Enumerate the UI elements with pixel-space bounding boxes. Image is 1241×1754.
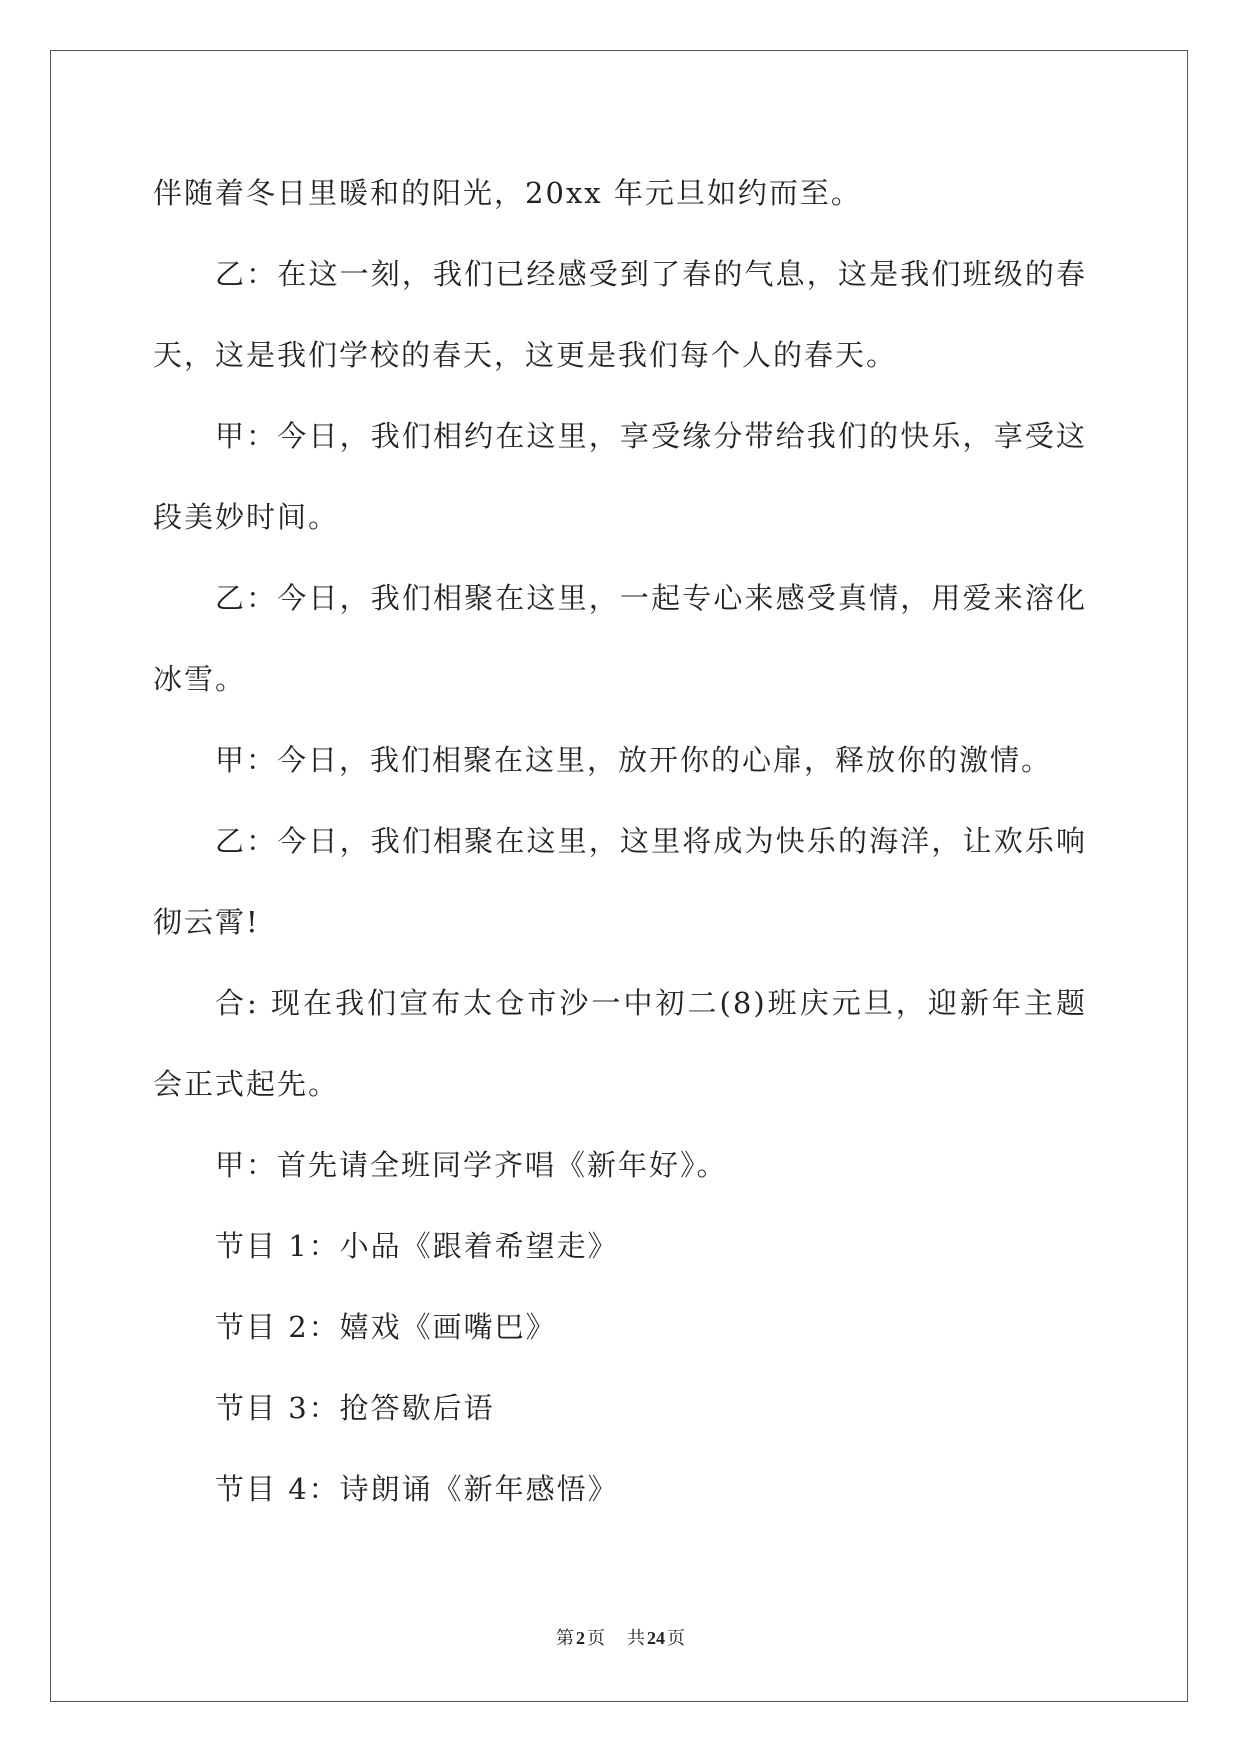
page-footer [0, 1624, 1241, 1652]
paragraph [153, 234, 1087, 396]
program-item [153, 1206, 1087, 1287]
text-line: 合: 现在我们宣布太仓市沙一中初二(8)班庆元旦，迎新年主题 [215, 986, 1087, 1020]
total-suffix: 页 [667, 1628, 685, 1649]
page-prefix: 第 [556, 1628, 574, 1649]
program-item [153, 1368, 1087, 1449]
paragraph [153, 396, 1087, 558]
text-line: 节目 3：抢答歇后语 [215, 1391, 495, 1425]
program-item [153, 1449, 1087, 1530]
text-line: 甲：今日，我们相约在这里，享受缘分带给我们的快乐，享受这 [215, 419, 1087, 453]
program-item [153, 1287, 1087, 1368]
total-pages-number: 24 [647, 1628, 665, 1648]
text-line: 乙：今日，我们相聚在这里，这里将成为快乐的海洋，让欢乐响 [215, 824, 1087, 858]
total-prefix: 共 [627, 1628, 645, 1649]
text-line: 甲：今日，我们相聚在这里，放开你的心扉，释放你的激情。 [215, 743, 1053, 777]
paragraph [153, 801, 1087, 963]
text-line: 冰雪。 [153, 662, 247, 696]
text-line: 乙：在这一刻，我们已经感受到了春的气息，这是我们班级的春 [215, 257, 1087, 291]
text-line: 乙：今日，我们相聚在这里，一起专心来感受真情，用爱来溶化 [215, 581, 1087, 615]
text-line: 伴随着冬日里暖和的阳光，20xx 年元旦如约而至。 [153, 176, 862, 210]
paragraph [153, 963, 1087, 1125]
text-line: 节目 2：嬉戏《画嘴巴》 [215, 1310, 557, 1344]
paragraph [153, 558, 1087, 720]
current-page-number: 2 [576, 1628, 585, 1648]
text-line: 段美妙时间。 [153, 500, 340, 534]
paragraph [153, 720, 1087, 801]
text-line: 天，这是我们学校的春天，这更是我们每个人的春天。 [153, 338, 898, 372]
text-line: 彻云霄! [153, 905, 260, 939]
text-line: 会正式起先。 [153, 1067, 340, 1101]
text-line: 节目 1：小品《跟着希望走》 [215, 1229, 619, 1263]
text-line: 节目 4：诗朗诵《新年感悟》 [215, 1472, 619, 1506]
paragraph [153, 1125, 1087, 1206]
page-suffix: 页 [587, 1628, 605, 1649]
document-body [153, 153, 1087, 1530]
paragraph-continuation [153, 153, 1087, 234]
text-line: 甲：首先请全班同学齐唱《新年好》。 [215, 1148, 728, 1182]
